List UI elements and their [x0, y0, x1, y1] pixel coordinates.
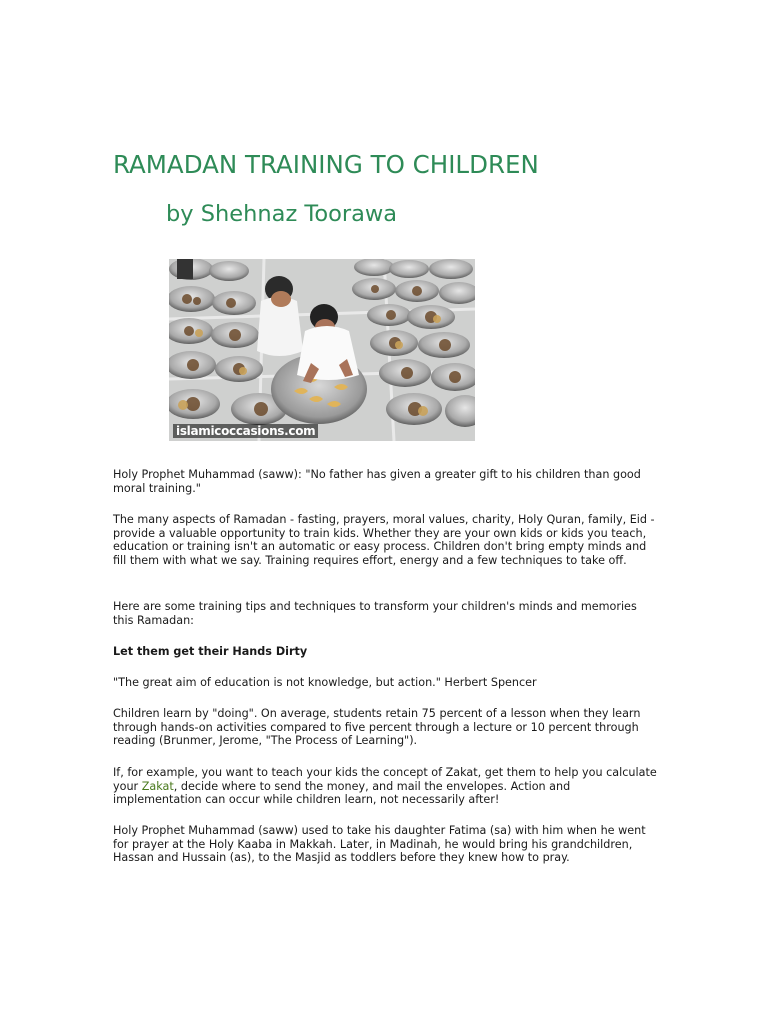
paragraph-tips: Here are some training tips and techniques to transform your children's minds and memories this Ramadan: [113, 600, 637, 627]
article-photo [169, 259, 475, 441]
zakat-text-before: If, for example, you want to teach your kids the concept of Zakat, get them to help you calculate your [113, 766, 657, 793]
paragraph-aspects: The many aspects of Ramadan - fasting, prayers, moral values, charity, Holy Quran, family, Eid - provide a valuable opportunity to train kids. Whether they are your own kids or kids you teach, education or training isn't an automatic or easy process. Children don't bring empty minds and fill them with what we say. Training requires effort, energy and a few techniques to take off. [113, 513, 655, 567]
paragraph-doing: Children learn by "doing". On average, students retain 75 percent of a lesson when they learn through hands-on activities compared to five percent through a lecture or 10 percent through reading (Brunmer, Jerome, "The Process of Learning"). [113, 707, 641, 747]
intro-quote: Holy Prophet Muhammad (saww): "No father has given a greater gift to his children than good moral training." [113, 468, 641, 495]
paragraph-fatima: Holy Prophet Muhammad (saww) used to take his daughter Fatima (sa) with him when he went for prayer at the Holy Kaaba in Makkah. Later, in Madinah, he would bring his grandchildren, Hassan and Hussain (as), to the Masjid as toddlers before they knew how to pray. [113, 824, 646, 864]
article-byline: by Shehnaz Toorawa [166, 201, 398, 227]
zakat-link[interactable]: Zakat [141, 779, 174, 793]
paragraph-zakat [113, 766, 658, 807]
photo-illustration [169, 259, 475, 441]
photo-watermark: islamicoccasions.com [173, 424, 318, 438]
article-title: RAMADAN TRAINING TO CHILDREN [113, 150, 539, 179]
section-heading: Let them get their Hands Dirty [113, 645, 308, 658]
spencer-quote: "The great aim of education is not knowledge, but action." Herbert Spencer [113, 676, 537, 689]
zakat-text-after: , decide where to send the money, and mail the envelopes. Action and implementation can occur while children learn, not necessarily after! [113, 779, 571, 806]
